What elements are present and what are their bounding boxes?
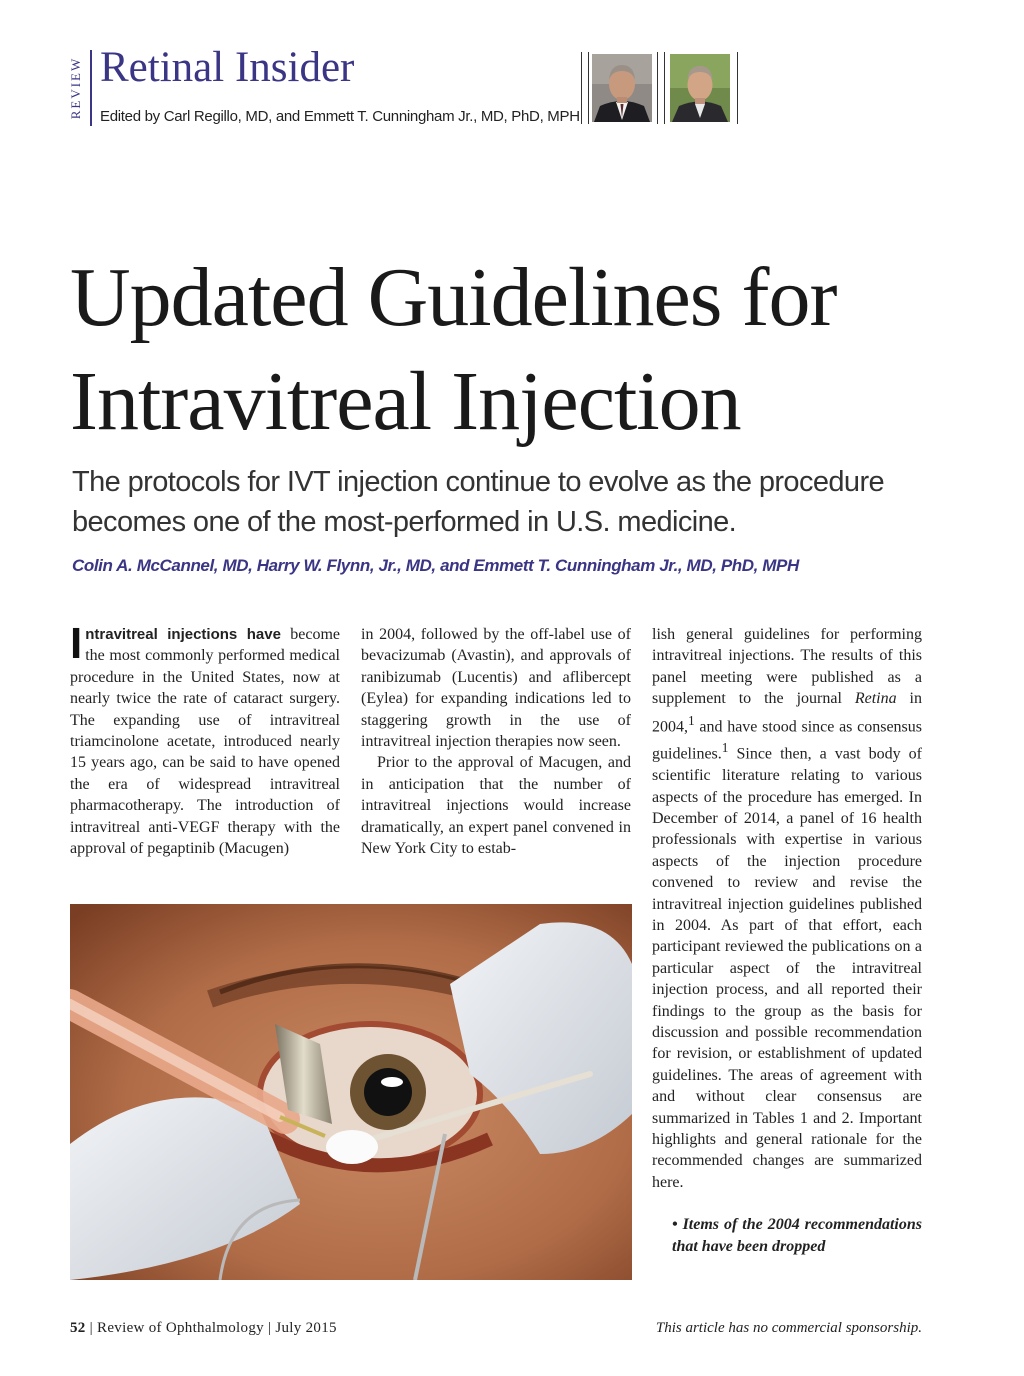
drop-cap: I	[70, 619, 83, 668]
header-rule	[90, 50, 92, 126]
body-column-3	[652, 624, 922, 1257]
editor-photo-regillo	[592, 54, 652, 122]
lead-in: ntravitreal injections have	[85, 626, 281, 643]
sponsorship-note: This article has no commercial sponsorship.	[655, 1320, 922, 1336]
article-subtitle: The protocols for IVT injection continue to evolve as the procedure becomes one of the most-performed in U.S. medicine.	[72, 466, 885, 538]
publication-name: Review of Ophthalmology	[97, 1320, 264, 1336]
reference-marker: 1	[688, 712, 695, 728]
footer-separator: |	[268, 1320, 272, 1336]
column-title: Retinal Insider	[100, 44, 355, 91]
reference-marker: 1	[721, 740, 729, 756]
column-2-paragraph-1: in 2004, followed by the off-label use of bevacizumab (Avastin), and approvals of ranibizumab (Lucentis) and aflibercept (Eylea) for expanding indications led to staggering growth in the use of intravitreal injection therapies now seen.	[361, 626, 631, 751]
photo-divider	[664, 52, 665, 124]
column-1-text: become the most commonly performed medical procedure in the United States, now at nearly twice the rate of cataract surgery. The expanding use of intravitreal triamcinolone acetate, introduced nearly 15 years ago, can be said to have opened the era of widespread intravitreal pharmacotherapy. The introduction of intravitreal anti-VEGF therapy with the approval of pegaptinib (Macugen)	[70, 626, 340, 858]
article-title-line-2: Intravitreal Injection	[70, 355, 741, 448]
journal-name: Retina	[854, 690, 897, 708]
bullet-heading: • Items of the 2004 recommendations that have been dropped	[672, 1216, 922, 1255]
article-title-line-1: Updated Guidelines for	[70, 251, 837, 344]
column-editors: Edited by Carl Regillo, MD, and Emmett T. Cunningham Jr., MD, PhD, MPH	[100, 108, 580, 125]
photo-divider	[657, 52, 658, 124]
body-column-2	[361, 624, 631, 859]
issue-date: July 2015	[275, 1320, 337, 1336]
injection-photo	[70, 904, 632, 1280]
article-authors: Colin A. McCannel, MD, Harry W. Flynn, Jr., MD, and Emmett T. Cunningham Jr., MD, PhD, MPH	[72, 556, 799, 575]
section-label: REVIEW	[68, 56, 83, 120]
footer-citation	[70, 1320, 337, 1337]
article-title	[70, 246, 836, 454]
column-1-paragraph	[70, 619, 340, 859]
column-2-paragraph-2: Prior to the approval of Macugen, and in anticipation that the number of intravitreal injections would increase dramatically, an expert panel convened in New York City to estab-	[361, 754, 631, 858]
editor-photo-cunningham	[670, 54, 730, 122]
page-number: 52	[70, 1320, 86, 1336]
footer-separator: |	[89, 1320, 93, 1336]
photo-divider	[588, 52, 589, 124]
body-column-1	[70, 619, 340, 859]
column-3-paragraph: lish general guidelines for performing intravitreal injections. The results of this panel meeting were published as a supplement to the journal Retina in 2004,$^1$ and have stood since as consensus guidelines.$^1$ Since then, a vast body of scientific literature relating to various aspects of the procedure has emerged. In December of 2014, a panel of 16 health professionals with expertise in various aspects of the injection procedure convened to review and revise the intravitreal injection guidelines published in 2004. As part of that effort, each participant reviewed the publications on a particular aspect of the intravitreal injection process, and all reported their findings to the group as the basis for discussion and possible recommendation for revision, or establishment of updated guidelines. The areas of agreement with and without clear consensus are summarized in Tables 1 and 2. Important highlights and general rationale for the recommended changes are summarized here.	[652, 626, 922, 1191]
photo-divider	[581, 52, 582, 124]
photo-divider	[737, 52, 738, 124]
